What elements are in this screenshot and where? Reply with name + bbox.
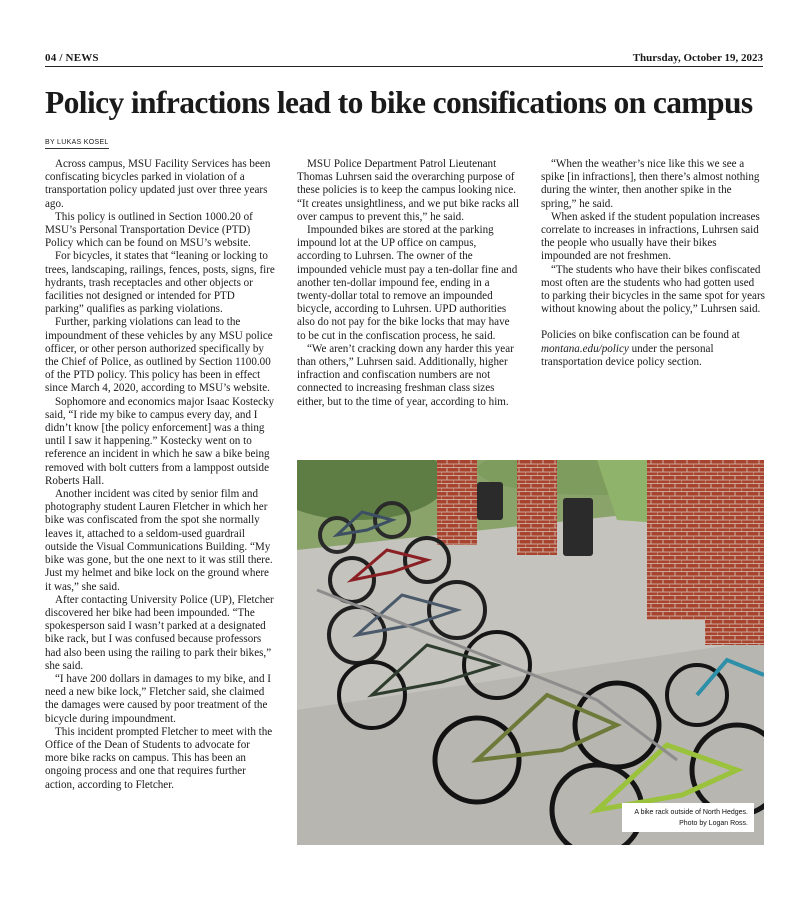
- bike-rack-photo: [297, 460, 764, 845]
- paragraph: This incident prompted Fletcher to meet with the Office of the Dean of Students to advocate for more bike racks on campus. This has been an ongoing process and one that requires further action, according to Fletcher.: [45, 725, 273, 791]
- policy-reference: [541, 329, 765, 369]
- paragraph: After contacting University Police (UP), Fletcher discovered her bike had been impounded. “The spokesperson said I wasn’t parked at a designated bike rack, but I was confused because professors had also been using the railing to park their bikes,” she said.: [45, 593, 274, 672]
- paragraph: When asked if the student population increases correlate to increases in infractions, Luhrsen said the people who usually have their bikes impounded are not freshmen.: [541, 210, 760, 263]
- header-divider: [45, 66, 763, 67]
- issue-date: Thursday, October 19, 2023: [632, 52, 763, 64]
- paragraph: This policy is outlined in Section 1000.20 of MSU’s Personal Transportation Device (PTD) Policy which can be found on MSU’s website.: [45, 210, 253, 250]
- article-headline: Policy infractions lead to bike consifications on campus: [45, 85, 753, 120]
- policy-link[interactable]: montana.edu/policy: [541, 342, 629, 355]
- article-column-2: [297, 158, 520, 409]
- paragraph: Further, parking violations can lead to the impoundment of these vehicles by any MSU police officer, or other person authorized specifically by the Chief of Police, as outlined by Section 1100.00 of the PTD policy. This policy has been in effect since March 4, 2020, according to MSU’s website.: [45, 316, 273, 395]
- article-column-3: [541, 158, 765, 369]
- article-column-1: [45, 158, 275, 792]
- bike-rack-illustration: [297, 460, 764, 845]
- caption-credit: Photo by Logan Ross.: [679, 820, 748, 827]
- policy-text-before: Policies on bike confiscation can be found at: [541, 329, 740, 342]
- paragraph: “We aren’t cracking down any harder this year than others,” Luhrsen said. Additionally, higher infraction and confiscation numbers are not connected to increasing freshman class sizes either, but to the time of year, according to him.: [297, 342, 514, 408]
- paragraph: “I have 200 dollars in damages to my bike, and I need a new bike lock,” Fletcher said, she claimed the damages were caused by poor treatment of the bicycle during impoundment.: [45, 672, 271, 725]
- paragraph: For bicycles, it states that “leaning or locking to trees, landscaping, railings, fences, posts, signs, fire hydrants, trash receptacles and other objects or facilities not designed or intended for PTD parking” qualifies as parking violations.: [45, 250, 275, 316]
- paragraph: Across campus, MSU Facility Services has been confiscating bicycles parked in violation of a transportation policy updated just over three years ago.: [45, 158, 271, 210]
- paragraph: Another incident was cited by senior film and photography student Lauren Fletcher in which her bike was confiscated from the spot she normally leaves it, attached to a seldom-used guardrail outside the Visual Communications Building. “My bike was gone, but the one next to it was still there. Just my helmet and bike lock on the ground where it was,” she said.: [45, 488, 273, 593]
- paragraph: “The students who have their bikes confiscated most often are the students who had gotten used to parking their bicycles in the same spot for years without knowing about the policy,” Luhrsen said.: [541, 263, 765, 316]
- caption-description: A bike rack outside of North Hedges.: [634, 809, 748, 816]
- article-byline: BY LUKAS KOSEL: [45, 139, 109, 149]
- policy-text-after: under the personal transportation device policy section.: [541, 342, 714, 368]
- paragraph: Sophomore and economics major Isaac Kostecky said, “I ride my bike to campus every day, and I didn’t know [the policy enforcement] was a thing until I saw it happening.” Kostecky went on to reference an incident in which he saw a bike being removed with bolt cutters from a lamppost outside Roberts Hall.: [45, 395, 275, 487]
- photo-caption: [622, 803, 754, 832]
- section-label: 04 / NEWS: [45, 52, 99, 64]
- paragraph: MSU Police Department Patrol Lieutenant Thomas Luhrsen said the overarching purpose of these policies is to keep the campus looking nice. “It creates unsightliness, and we put bike racks all over campus to prevent this,” he said.: [297, 158, 520, 223]
- paragraph: “When the weather’s nice like this we see a spike [in infractions], then there’s almost nothing during the winter, then another spike in the spring,” he said.: [541, 158, 760, 210]
- paragraph: Impounded bikes are stored at the parking impound lot at the UP office on campus, according to Luhrsen. The owner of the impounded vehicle must pay a ten-dollar fine and another ten-dollar impound fee, ending in a twenty-dollar total to remove an impounded bicycle, according to Luhrsen. UPD authorities also do not pay for the bike locks that may have to be cut in the confiscation process, he said.: [297, 224, 518, 342]
